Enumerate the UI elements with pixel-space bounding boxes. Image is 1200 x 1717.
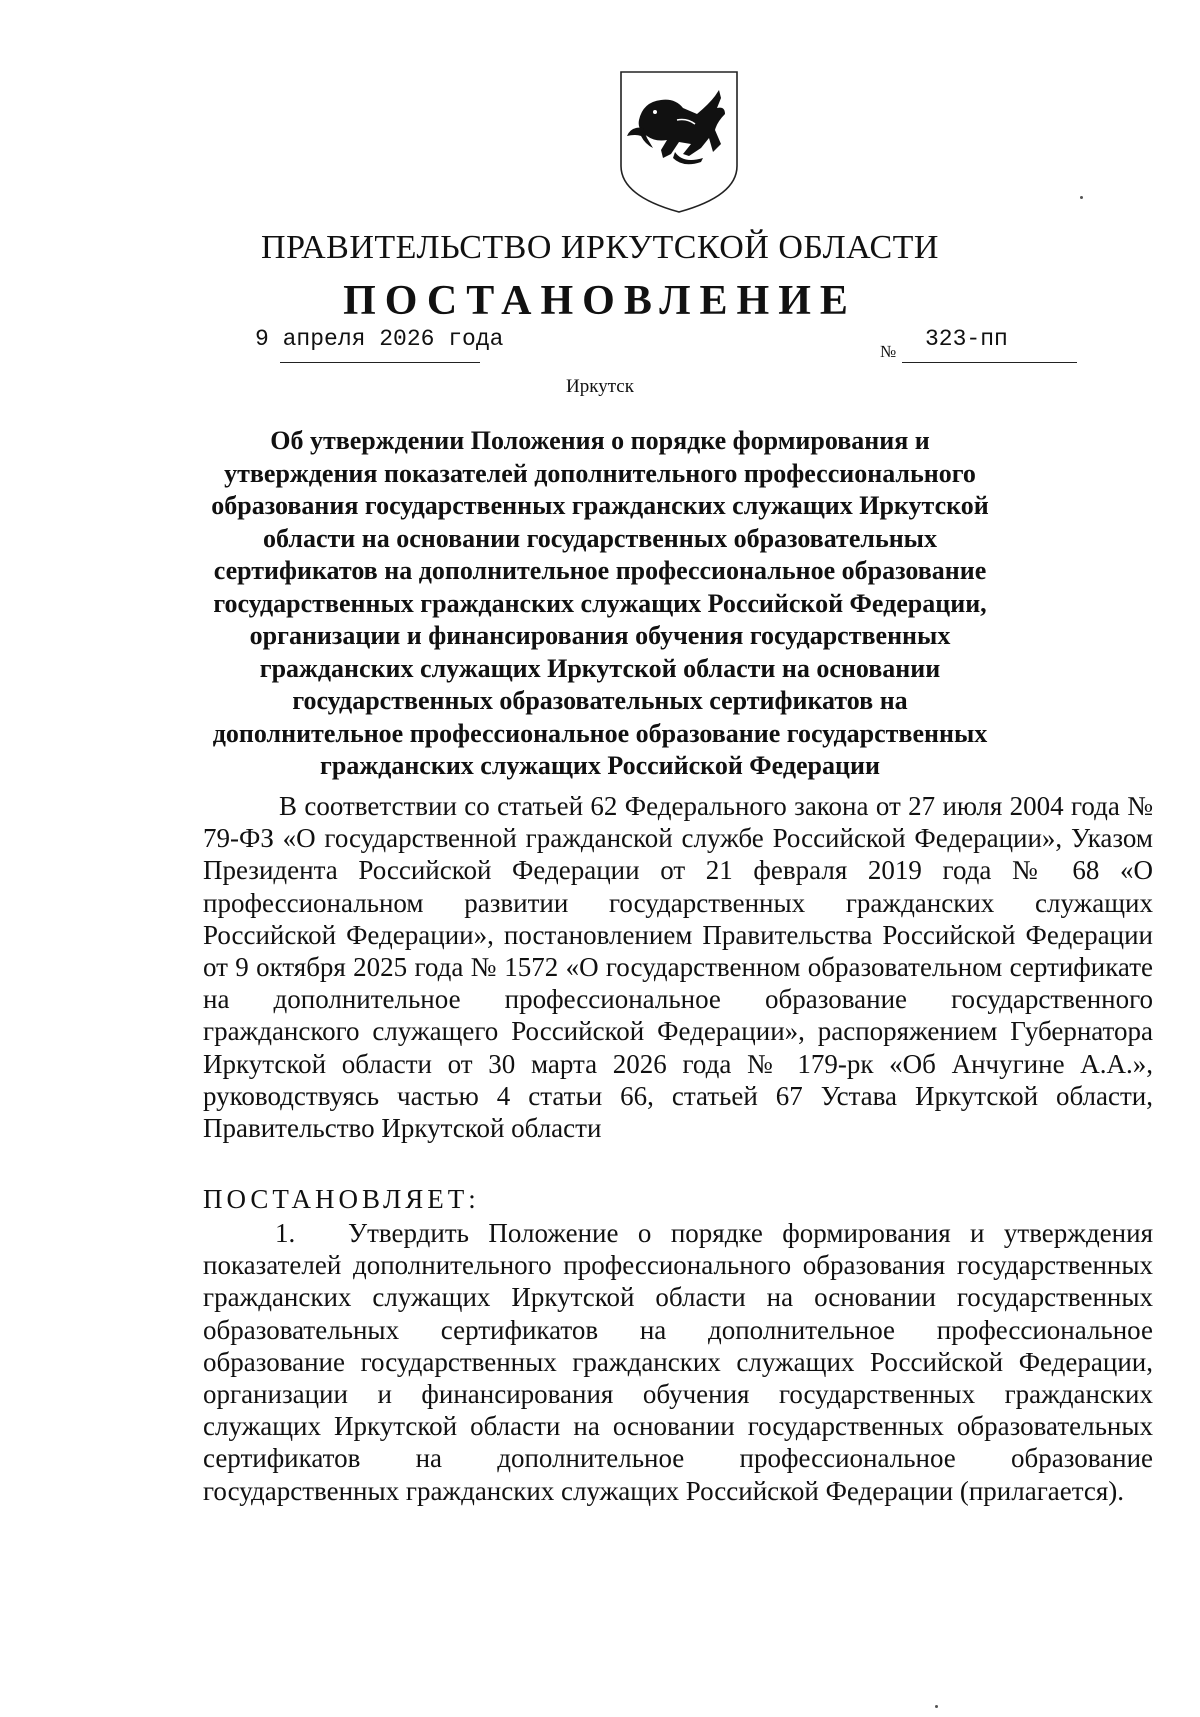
item-1-paragraph	[203, 1217, 1153, 1507]
date-underline	[280, 362, 480, 363]
scan-speck	[1080, 196, 1083, 199]
preamble-paragraph: В соответствии со статьей 62 Федерального закона от 27 июля 2004 года № 79-ФЗ «О государственной гражданской службе Российской Федерации», Указом Президента Российской Федерации от 21 февраля 2019 года № 68 «О профессиональном развитии государственных гражданских служащих Российской Федерации», постановлением Правительства Российской Федерации от 9 октября 2025 года № 1572 «О государственном образовательном сертификате на дополнительное профессиональное образование государственного гражданского служащего Российской Федерации», распоряжением Губернатора Иркутской области от 30 марта 2026 года № 179-рк «Об Анчугине А.А.», руководствуясь частью 4 статьи 66, статьей 67 Устава Иркутской области, Правительство Иркутской области	[203, 791, 1153, 1144]
babr-figure	[627, 90, 725, 164]
number-underline	[902, 362, 1077, 363]
item-1-number: 1.	[275, 1218, 296, 1248]
document-number: 323-пп	[925, 326, 1008, 352]
document-date: 9 апреля 2026 года	[255, 326, 504, 352]
government-title: ПРАВИТЕЛЬСТВО ИРКУТСКОЙ ОБЛАСТИ	[261, 229, 939, 266]
scan-speck	[935, 1705, 938, 1708]
number-sign: №	[880, 342, 897, 361]
city-name: Иркутск	[566, 376, 634, 397]
document-subject: Об утверждении Положения о порядке формирования и утверждения показателей дополнительного профессионального образования государственных гражданских служащих Иркутской области на основании государственных образовательных сертификатов на дополнительное профессиональное образование государственных гражданских служащих Российской Федерации, организации и финансирования обучения государственных гражданских служащих Иркутской области на основании государственных образовательных сертификатов на дополнительное профессиональное образование государственных гражданских служащих Российской Федерации	[211, 426, 989, 780]
coat-of-arms-icon	[617, 68, 741, 216]
item-1-text: Утвердить Положение о порядке формирования и утверждения показателей дополнительного профессионального образования государственных гражданских служащих Иркутской области на основании государственных образовательных сертификатов на дополнительное профессиональное образование государственных гражданских служащих Российской Федерации, организации и финансирования обучения государственных гражданских служащих Иркутской области на основании государственных образовательных сертификатов на дополнительное профессиональное образование государственных гражданских служащих Российской Федерации (прилагается).	[203, 1218, 1153, 1506]
document-type-heading: ПОСТАНОВЛЕНИЕ	[343, 278, 857, 324]
resolves-heading: ПОСТАНОВЛЯЕТ:	[203, 1184, 480, 1214]
